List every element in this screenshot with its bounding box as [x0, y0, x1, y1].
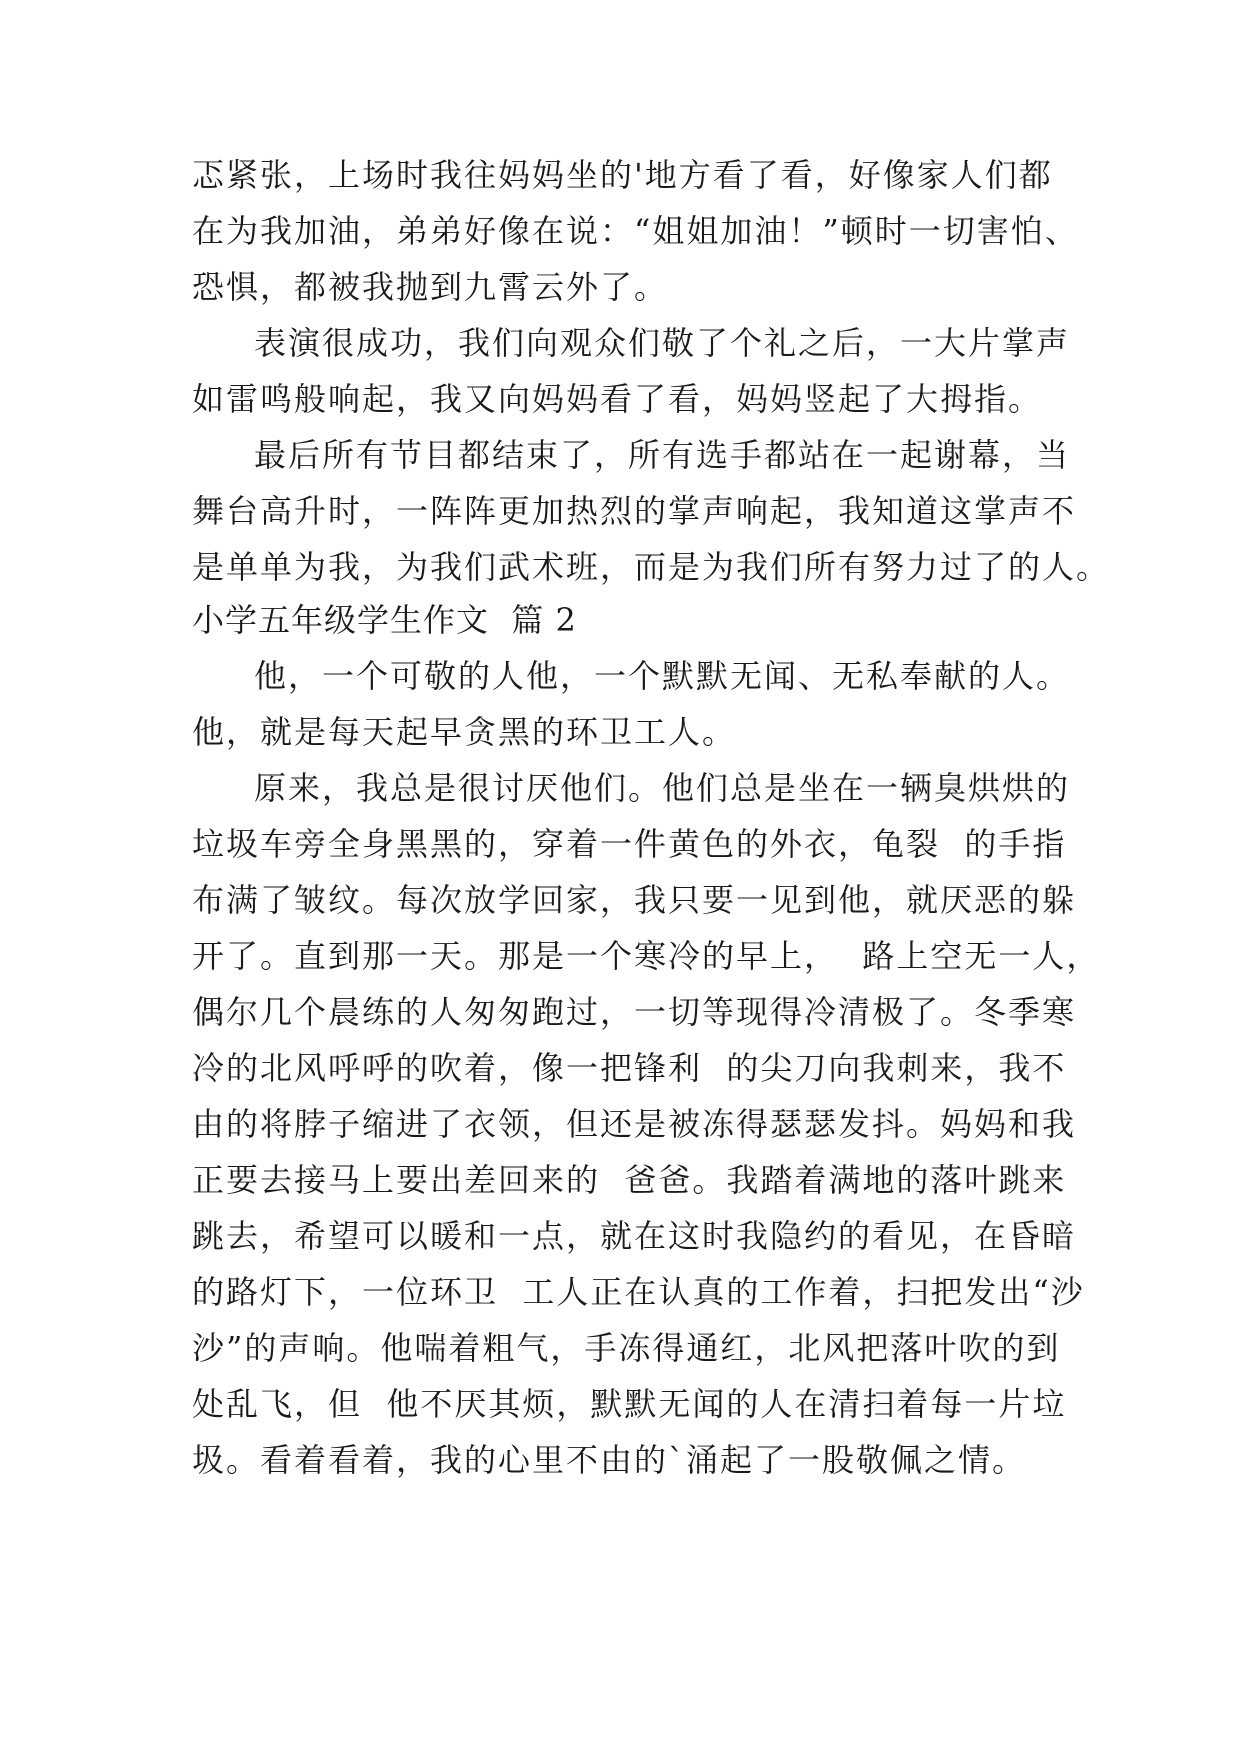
- section-heading: 小学五年级学生作文 篇 2: [192, 601, 577, 639]
- text-line: 由的将脖子缩进了衣领，但还是被冻得瑟瑟发抖。妈妈和我: [192, 1105, 1077, 1143]
- text-line: 垃圾车旁全身黑黑的，穿着一件黄色的外衣，龟裂 的手指: [192, 825, 1067, 863]
- text-line: 恐惧，都被我抛到九霄云外了。: [192, 268, 669, 306]
- text-line: 的路灯下，一位环卫 工人正在认真的工作着，扫把发出“沙: [192, 1273, 1085, 1311]
- text-line: 他，就是每天起早贪黑的环卫工人。: [192, 713, 737, 751]
- text-line: 他，一个可敬的人他，一个默默无闻、无私奉献的人。: [254, 657, 1071, 695]
- text-line: 舞台高升时，一阵阵更加热烈的掌声响起，我知道这掌声不: [192, 492, 1077, 530]
- text-line: 偶尔几个晨练的人匆匆跑过，一切等现得冷清极了。冬季寒: [192, 993, 1077, 1031]
- text-line: 布满了皱纹。每次放学回家，我只要一见到他，就厌恶的躲: [192, 881, 1077, 919]
- text-line: 是单单为我，为我们武术班，而是为我们所有努力过了的人。: [192, 548, 1111, 586]
- text-line: 开了。直到那一天。那是一个寒冷的早上， 路上空无一人，: [192, 937, 1101, 975]
- text-line: 沙”的声响。他喘着粗气，手冻得通红，北风把落叶吹的到: [192, 1329, 1061, 1367]
- text-line: 圾。看着看着，我的心里不由的`涌起了一股敬佩之情。: [192, 1441, 1027, 1479]
- text-line: 最后所有节目都结束了，所有选手都站在一起谢幕，当: [254, 436, 1071, 474]
- text-line: 忑紧张，上场时我往妈妈坐的'地方看了看，好像家人们都: [192, 156, 1053, 194]
- text-line: 在为我加油，弟弟好像在说：“姐姐加油！”顿时一切害怕、: [192, 212, 1079, 250]
- text-line: 如雷鸣般响起，我又向妈妈看了看，妈妈竖起了大拇指。: [192, 380, 1043, 418]
- text-line: 处乱飞，但 他不厌其烦，默默无闻的人在清扫着每一片垃: [192, 1385, 1067, 1423]
- text-line: 冷的北风呼呼的吹着，像一把锋利 的尖刀向我刺来，我不: [192, 1049, 1067, 1087]
- text-line: 正要去接马上要出差回来的 爸爸。我踏着满地的落叶跳来: [192, 1161, 1067, 1199]
- text-line: 跳去，希望可以暖和一点，就在这时我隐约的看见，在昏暗: [192, 1217, 1077, 1255]
- text-line: 原来，我总是很讨厌他们。他们总是坐在一辆臭烘烘的: [254, 769, 1071, 807]
- text-line: 表演很成功，我们向观众们敬了个礼之后，一大片掌声: [254, 324, 1071, 362]
